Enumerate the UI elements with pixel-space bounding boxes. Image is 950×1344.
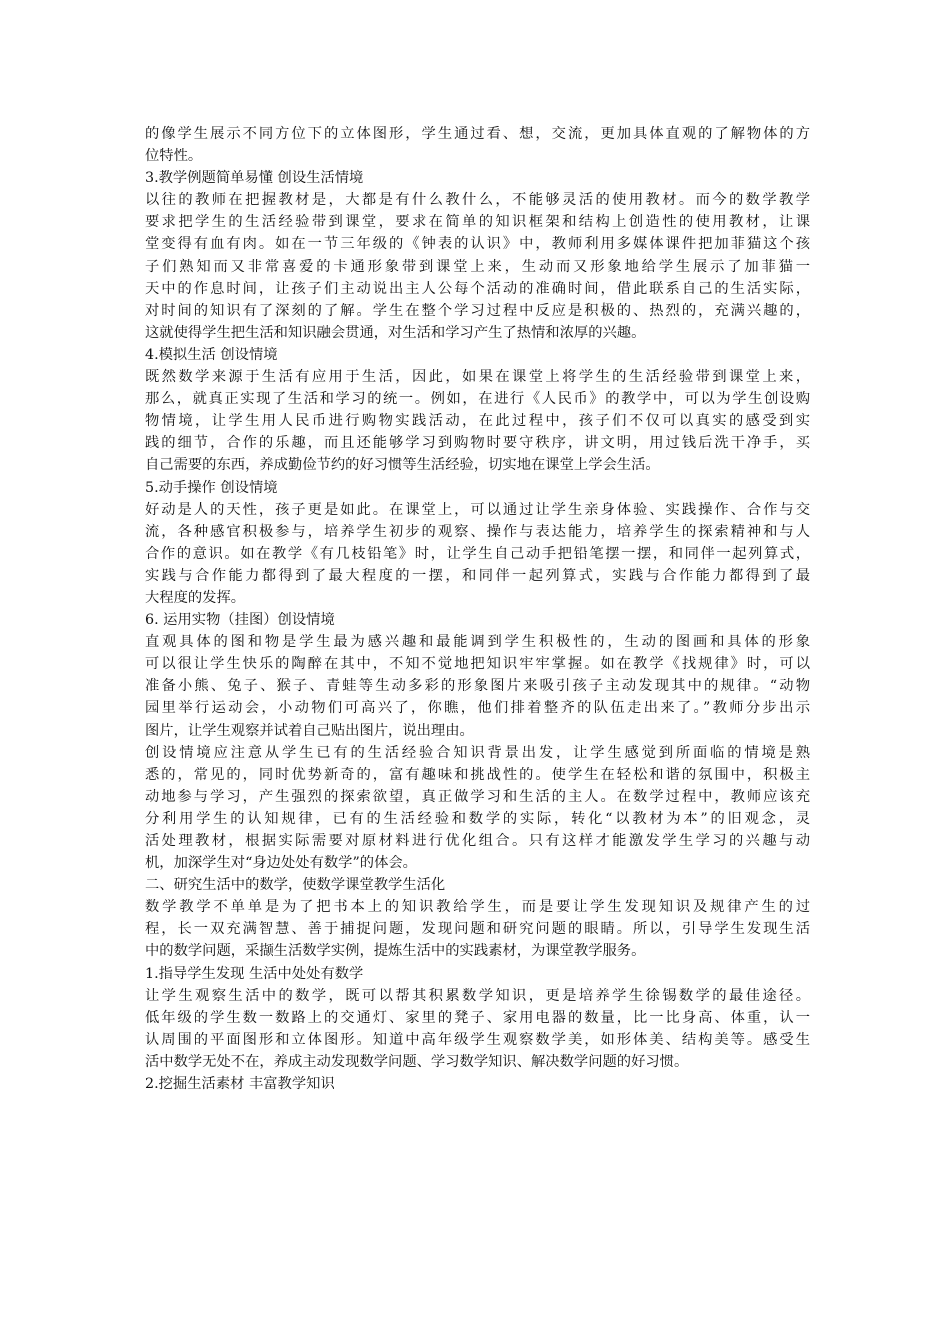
text-line: 的像学生展示不同方位下的立体图形，学生通过看、想，交流，更加具体直观的了解物体的方 [145,126,810,142]
text-line: 实践与合作能力都得到了最大程度的一摆，和同伴一起列算式，实践与合作能力都得到了最 [145,567,810,584]
section-heading: 3.教学例题简单易懂 创设生活情境 [145,170,364,187]
text-line: 既然数学来源于生活有应用于生活，因此，如果在课堂上将学生的生活经验带到课堂上来， [145,369,810,386]
text-line: 创设情境应注意从学生已有的生活经验合知识背景出发，让学生感觉到所面临的情境是熟 [145,744,810,761]
text-line: 程，长一双充满智慧、善于捕捉问题，发现问题和研究问题的眼睛。所以，引导学生发现生活 [145,921,810,938]
text-line: 对时间的知识有了深刻的了解。学生在整个学习过程中反应是积极的、热烈的，充满兴趣的， [145,302,810,319]
text-line: 践的细节，合作的乐趣，而且还能够学习到购物时要守秩序，讲文明，用过钱后洗干净手，买 [145,435,810,452]
text-line: 合作的意识。如在教学《有几枝铅笔》时，让学生自己动手把铅笔摆一摆，和同伴一起列算式， [145,545,810,562]
text-line: 园里举行运动会，小动物们可高兴了，你瞧，他们排着整齐的队伍走出来了。”教师分步出示 [145,700,810,717]
text-line: 可以很让学生快乐的陶醉在其中，不知不觉地把知识牢牢掌握。如在教学《找规律》时，可以 [145,656,810,673]
document-body [145,123,810,1095]
section-heading: 1.指导学生发现 生活中处处有数学 [145,965,364,982]
text-line: 大程度的发挥。 [145,589,246,606]
text-line: 这就使得学生把生活和知识融会贯通，对生活和学习产生了热情和浓厚的兴趣。 [145,324,646,341]
text-line: 数学教学不单单是为了把书本上的知识教给学生，而是要让学生发现知识及规律产生的过 [145,899,810,916]
text-line: 图片，让学生观察并试着自己贴出图片，说出理由。 [145,722,474,739]
text-line: 活处理教材，根据实际需要对原材料进行优化组合。只有这样才能激发学生学习的兴趣与动 [145,833,810,849]
text-line: 低年级的学生数一数路上的交通灯、家里的凳子、家用电器的数量，比一比身高、体重，认一 [145,1009,810,1026]
text-line: 天中的作息时间，让孩子们主动说出主人公每个活动的准确时间，借此联系自己的生活实际， [145,280,810,297]
text-line: 要求把学生的生活经验带到课堂，要求在简单的知识框架和结构上创造性的使用教材，让课 [145,214,810,231]
section-heading: 6. 运用实物（挂图）创设情境 [145,612,335,629]
text-line: 悉的，常见的，同时优势新奇的，富有趣味和挑战性的。使学生在轻松和谐的氛围中，积极主 [145,766,810,783]
text-line: 动地参与学习，产生强烈的探索欲望，真正做学习和生活的主人。在数学过程中，教师应该充 [145,788,810,805]
text-line: 直观具体的图和物是学生最为感兴趣和最能调到学生积极性的，生动的图画和具体的形象 [145,634,810,651]
text-line: 活中数学无处不在，养成主动发现数学问题、学习数学知识、解决数学问题的好习惯。 [145,1053,689,1070]
text-line: 认周围的平面图形和立体图形。知道中高年级学生观察数学美，如形体美、结构美等。感受生 [145,1031,810,1048]
section-heading: 4.模拟生活 创设情境 [145,346,278,363]
text-line: 让学生观察生活中的数学，既可以帮其积累数学知识，更是培养学生徐锡数学的最佳途径。 [145,987,810,1004]
text-line: 以往的教师在把握教材是，大都是有什么教什么，不能够灵活的使用教材。而今的数学教学 [145,192,810,209]
text-line: 机，加深学生对“身边处处有数学”的体会。 [145,855,417,872]
text-line: 位特性。 [145,148,203,165]
text-line: 好动是人的天性，孩子更是如此。在课堂上，可以通过让学生亲身体验、实践操作、合作与交 [145,501,810,518]
text-line: 那么，就真正实现了生活和学习的统一。例如，在进行《人民币》的教学中，可以为学生创设购 [145,391,810,408]
text-line: 中的数学问题，采撷生活数学实例，提炼生活中的实践素材，为课堂教学服务。 [145,943,646,960]
section-heading: 5.动手操作 创设情境 [145,479,278,496]
text-line: 子们熟知而又非常喜爱的卡通形象带到课堂上来，生动而又形象地给学生展示了加菲猫一 [145,258,810,275]
text-line: 堂变得有血有肉。如在一节三年级的《钟表的认识》中，教师利用多媒体课件把加菲猫这个孩 [145,236,810,253]
text-line: 自己需要的东西，养成勤俭节约的好习惯等生活经验，切实地在课堂上学会生活。 [145,457,660,474]
text-line: 准备小熊、兔子、猴子、青蛙等生动多彩的形象图片来吸引孩子主动发现其中的规律。“动物 [145,678,810,695]
section-heading: 二、研究生活中的数学，使数学课堂教学生活化 [145,877,446,894]
text-line: 物情境，让学生用人民币进行购物实践活动，在此过程中，孩子们不仅可以真实的感受到实 [145,413,810,430]
text-line: 流，各种感官积极参与，培养学生初步的观察、操作与表达能力，培养学生的探索精神和与人 [145,523,810,540]
section-heading: 2.挖掘生活素材 丰富教学知识 [145,1076,335,1093]
text-line: 分利用学生的认知规律，已有的生活经验和数学的实际，转化“以教材为本”的旧观念，灵 [145,810,810,827]
